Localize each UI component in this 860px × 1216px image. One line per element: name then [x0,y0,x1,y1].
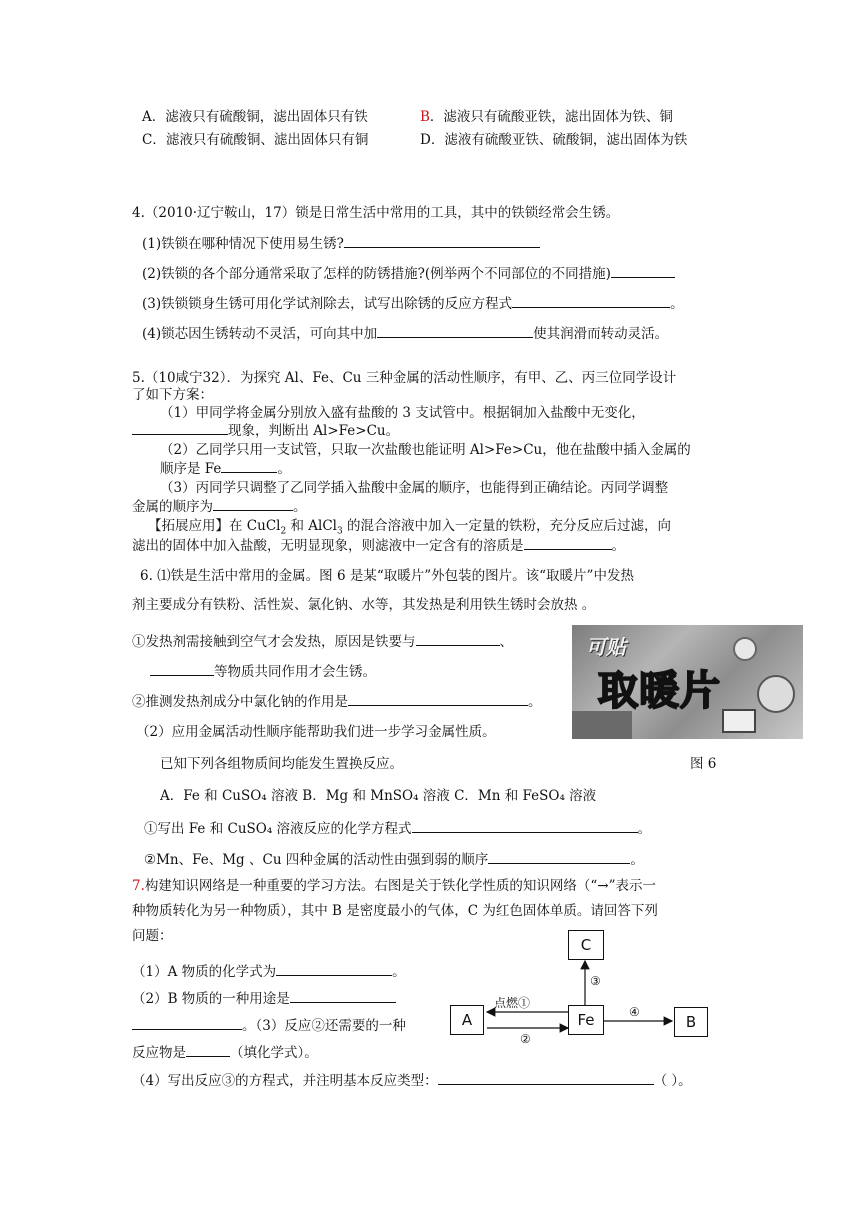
q4-part1 [142,234,540,253]
q5-part2-blank[interactable] [221,459,277,473]
q6-write2-text: ②Mn、Fe、Mg 、Cu 四种金属的活动性由强到弱的顺序 [144,852,489,868]
q7-part3-end: （填化学式）。 [230,1045,318,1061]
figure-6-caption: 图 6 [690,756,717,772]
q3-option-d: D．滤液有硫酸亚铁、硫酸铜，滤出固体为铁 [420,132,688,148]
q5-part3-end: 。 [293,499,307,515]
q7-part2-blank1[interactable] [290,989,396,1003]
photo-top-text: 可贴 [586,635,626,659]
q6-item2-end: 。 [528,694,542,710]
node-b: B [674,1007,708,1037]
q7-part1-blank[interactable] [276,962,392,976]
q4-part3 [142,294,684,313]
q4-part2-blank[interactable] [611,264,675,278]
q6-part2: （2）应用金属活动性顺序能帮助我们进一步学习金属性质。 [136,724,496,740]
reaction-1-label: 点燃① [494,996,531,1010]
q5-part2-line1: （2）乙同学只用一支试管，只取一次盐酸也能证明 Al>Fe>Cu，他在盐酸中插入金属的 [160,442,691,458]
q6-item1-text: ①发热剂需接触到空气才会发热，原因是铁要与 [132,634,416,650]
q6-part2-known: 已知下列各组物质间均能发生置换反应。 [160,756,403,772]
q7-part2-cont-text: 。（3）反应②还需要的一种 [242,1018,406,1034]
q7-part4-end: （ ）。 [653,1073,692,1089]
q5-part1-text: 现象，判断出 Al>Fe>Cu。 [228,423,400,439]
reaction-4-label: ④ [629,1005,640,1019]
q4-part4-blank[interactable] [377,324,533,338]
q6-choices: A．Fe 和 CuSO₄ 溶液 B．Mg 和 MnSO₄ 溶液 C．Mn 和 FeSO₄ 溶液 [160,788,597,804]
q6-item1b-text: 等物质共同作用才会生锈。 [214,664,376,680]
q7-number: 7. [132,878,145,894]
q5-ext-text-c: 的混合溶液中加入一定量的铁粉，充分反应后过滤，向 [342,518,672,534]
q7-part2 [132,989,396,1008]
q4-stem: 4.（2010·辽宁鞍山，17）锁是日常生活中常用的工具，其中的铁锁经常会生锈。 [132,205,620,221]
q7-part1-text: （1）A 物质的化学式为 [132,964,277,980]
q5-part3-blank[interactable] [213,497,293,511]
q5-ext-sub2: 3 [337,526,343,537]
heating-pad-photo [572,625,803,739]
node-fe: Fe [568,1005,604,1035]
q3-option-a: A．滤液只有硫酸铜，滤出固体只有铁 [142,109,368,125]
q4-part1-blank[interactable] [344,234,540,248]
q3-option-b-text: ．滤液只有硫酸亚铁，滤出固体为铁、铜 [429,109,673,125]
q6-item2-blank[interactable] [348,692,528,706]
q7-stem-line2: 种物质转化为另一种物质），其中 B 是密度最小的气体，C 为红色固体单质。请回答下列 [132,903,658,919]
q6-item1-blank2[interactable] [150,662,214,676]
q4-part2-text: (2)铁锁的各个部分通常采取了怎样的防锈措施?(例举两个不同部位的不同措施) [142,266,611,282]
reaction-3-label: ③ [590,974,601,988]
q3-option-b [420,108,673,126]
q7-part4-text: （4）写出反应③的方程式，并注明基本反应类型： [132,1073,438,1089]
q6-item1 [132,632,513,651]
q5-part3-line2 [132,497,307,516]
q7-part2-blank2[interactable] [132,1016,242,1030]
q5-ext-blank[interactable] [524,536,612,550]
q5-part2-end: 。 [277,461,291,477]
q5-ext-text-a: 【拓展应用】在 CuCl [148,518,281,534]
q3-option-c: C．滤液只有硫酸铜、滤出固体只有铜 [142,132,369,148]
photo-circle-large [757,675,795,713]
q7-part2-text: （2）B 物质的一种用途是 [132,991,290,1007]
q6-write1 [144,819,651,838]
q6-item1-blank1[interactable] [416,632,500,646]
q6-write1-text: ①写出 Fe 和 CuSO₄ 溶液反应的化学方程式 [144,821,412,837]
q6-write1-blank[interactable] [412,819,638,833]
photo-circle-small [733,637,757,661]
q5-part1-line1: （1）甲同学将金属分别放入盛有盐酸的 3 支试管中。根据铜加入盐酸中无变化， [160,405,645,421]
q6-write2 [144,850,644,869]
q6-stem-line1: 6. ⑴铁是生活中常用的金属。图 6 是某“取暖片”外包装的图片。该“取暖片”中发热 [140,568,634,584]
q6-write1-end: 。 [637,821,652,837]
q4-part4-end: 使其润滑而转动灵活。 [533,326,669,342]
q4-part3-text: (3)铁锁锁身生锈可用化学试剂除去，试写出除锈的反应方程式 [142,296,513,312]
q6-write2-end: 。 [630,852,644,868]
q5-part3-text: 金属的顺序为 [132,499,213,515]
q7-part1-end: 。 [392,964,406,980]
q6-item2-text: ②推测发热剂成分中氯化钠的作用是 [132,694,348,710]
q7-part2-cont [132,1016,406,1035]
q5-part3-line1: （3）丙同学只调整了乙同学插入盐酸中金属的顺序，也能得到正确结论。丙同学调整 [160,480,669,496]
q7-part3-blank[interactable] [186,1043,230,1057]
q7-part3-text: 反应物是 [132,1045,186,1061]
q7-stem-line1 [132,877,656,895]
node-a: A [450,1005,484,1035]
q4-part3-end: 。 [670,296,684,312]
q5-part1-blank[interactable] [132,421,228,435]
q6-write2-blank[interactable] [488,850,630,864]
q4-part4 [142,324,668,343]
q4-part1-text: (1)铁锁在哪种情况下使用易生锈? [142,236,344,252]
q5-ext-text-b: 和 AlCl [286,518,337,534]
photo-square [722,709,756,733]
q7-part1 [132,962,406,981]
q5-stem-line2: 了如下方案： [132,387,213,403]
q5-extension-line2 [132,536,625,555]
q5-part2-line2 [160,459,291,478]
q5-ext-sub1: 2 [280,526,287,537]
node-c: C [568,930,604,960]
q5-ext2-end: 。 [611,538,625,554]
q4-part4-text: (4)锁芯因生锈转动不灵活，可向其中加 [142,326,378,342]
reaction-2-label: ② [520,1032,531,1046]
q5-part2-text: 顺序是 Fe [160,461,222,477]
q4-part3-blank[interactable] [512,294,670,308]
photo-brand-text: 取暖片 [598,668,721,714]
q5-stem-line1: 5.（10咸宁32）．为探究 Al、Fe、Cu 三种金属的活动性顺序，有甲、乙、丙三位同学设计 [132,370,677,386]
q7-stem1-text: 构建知识网络是一种重要的学习方法。右图是关于铁化学性质的知识网络（“→”表示一 [144,878,657,894]
q5-ext2-text: 滤出的固体中加入盐酸，无明显现象，则滤液中一定含有的溶质是 [132,538,524,554]
q4-part2 [142,264,675,283]
q6-item1-end: 、 [499,634,513,650]
q6-stem-line2: 剂主要成分有铁粉、活性炭、氯化钠、水等，其发热是利用铁生锈时会放热 。 [132,597,596,613]
q6-item1b [150,662,376,681]
q7-part3 [132,1043,318,1062]
q3-option-b-letter: B [420,109,430,125]
q6-item2 [132,692,542,711]
q5-part1-line2 [132,421,399,440]
q7-stem-line3: 问题： [132,928,173,944]
